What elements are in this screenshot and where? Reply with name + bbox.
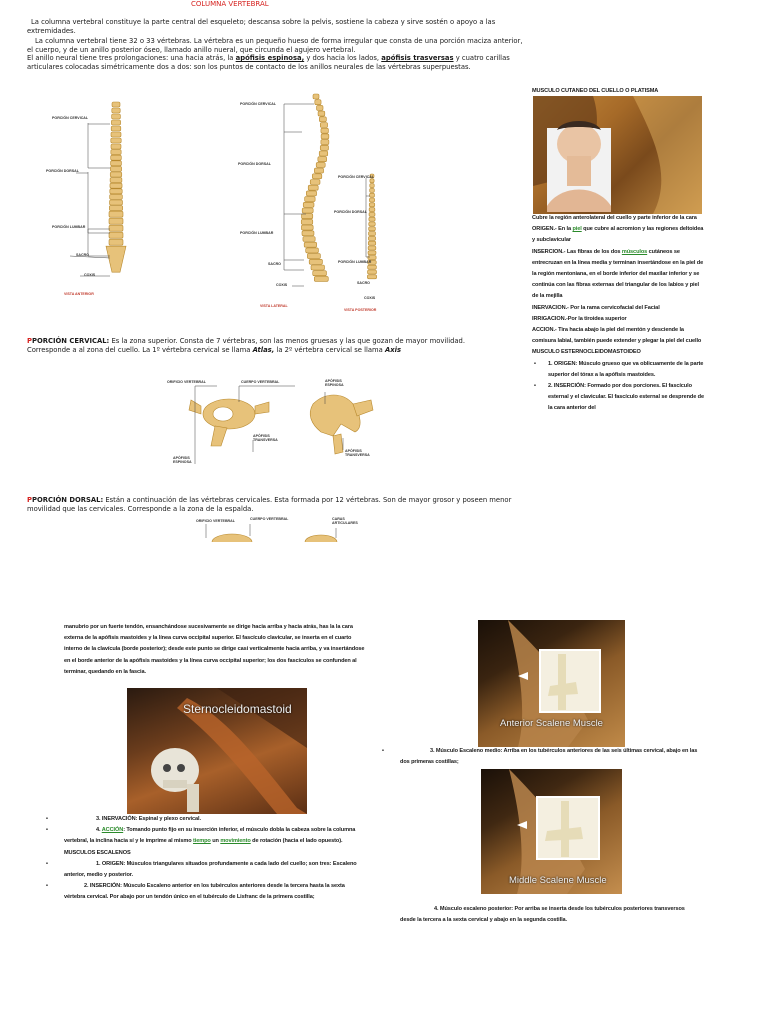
esterno-list [532,359,704,415]
intro-paragraph-2: La columna vertebral tiene 32 o 33 vértebras. La vértebra es un pequeño hueso de forma irregular que consta de una porción maciza anterior, el cuerpo, y de un anillo posterior óseo, llamado anillo nueral, que circunda el agujero vertebral. [27,37,523,54]
vertebra-shape [309,259,322,264]
vertebra-shape [111,144,121,149]
vertebra-shape [109,211,123,217]
vertebra-shape [111,126,121,131]
intro-p3c: y dos hacia los lados, [304,54,382,63]
atlas-term: Atlas, [252,345,275,354]
spine-lateral-figure [232,92,392,314]
vertebra-shape [314,168,323,173]
platisma-insercion [532,247,704,303]
dorsal-label-caras: CARAS ARTICULARES [332,517,358,525]
esterno-item-origen [534,359,704,381]
cervical-vertebra-figure [165,374,385,469]
esterno-item-insercion [534,381,705,415]
vertebra-shape [313,271,327,276]
vertebra-shape [320,145,328,150]
vertebra-shape [303,237,315,242]
vertebra-shape [320,123,327,128]
vertebra-shape [370,193,375,197]
cervical-heading-text: PORCIÓN CERVICAL: [31,337,110,345]
vertebra-shape [368,265,377,269]
accion-link[interactable]: ACCIÓN [101,827,124,834]
vertebra-shape [112,114,121,119]
dorsal-heading: PPORCIÓN DORSAL: [27,496,104,504]
middle-scalene-label: Middle Scalene Muscle [509,875,607,886]
movimiento-link[interactable]: movimiento [220,838,251,845]
vertebra-shape [313,94,319,99]
scm-accion-b: : Tomando punto fijo en su inserción inferior, el músculo dobla la cabeza sobre la columna vertebral, la inclina hacia sí y le imprime al mismo [64,827,356,845]
bullet-icon: • [46,883,48,890]
tiempo-link[interactable]: tiempo [193,838,211,845]
spine1-label-cervical: PORCIÓN CERVICAL [52,116,89,120]
vertebra-shape [318,111,325,116]
cervical-text-1: Es la zona superior. Consta de 7 vértebras, son las menos gruesas y las que gozan de mayor movilidad. Corresponde a al zona del cuello. La 1º vértebra cervical se llama [27,337,466,354]
vertebra-shape [319,117,326,122]
musculos-link[interactable]: músculos [621,248,648,255]
escalenos-list [46,859,366,904]
escalenos-item-insercion [46,881,366,903]
dorsal-label-cuerpo: CUERPO VERTEBRAL [250,517,289,521]
dorsal-text: Están a continuación de las vértebras cervicales. Esta formada por 12 vértebras. Son de mayor grosor y poseen menor movilidad que las cervicales. Corresponde a la zona de la espalda. [27,496,512,513]
escalenos-heading: MUSCULOS ESCALENOS [64,849,131,856]
vertebra-shape [317,105,324,110]
bullet-icon: • [534,360,536,367]
intro-p3e: y cuatro carillas articulares colocadas simétricamente dos a dos: son los puntos de contacto de los anillos neurales de las vértebras superpuestas. [27,54,510,71]
vertebra-shape [109,218,123,224]
spine1-label-sacro: SACRO [76,253,89,257]
vertebra-shape [316,162,325,167]
vertebra-shape [112,108,120,113]
scm-label: Sternocleidomastoid [183,702,292,716]
vertebra-shape [301,219,313,224]
vertebra-shape [305,197,316,202]
vertebra-shape [302,208,313,213]
bullet-icon: • [382,748,384,754]
intro-paragraph-1: La columna vertebral constituye la parte central del esqueleto; descansa sobre la pelvis, sostiene la cabeza y sirve sostén o apoyo a las extremidades. [27,18,496,35]
vertebra-shape [315,100,321,105]
vertebra-shape [319,151,328,156]
esterno-insercion-text: 2. INSERCIÓN: Formado por dos porciones. El fascículo esternal y el clavicular. El fascículo esternal se desprende de la cara anterior del [548,383,705,412]
cervical-text-2: la 2º vértebra cervical se llama [274,345,386,354]
vertebra-label-transversa-right: APÓFISIS TRANSVERSA [345,449,370,457]
spine3-label-dorsal: PORCIÓN DORSAL [334,210,367,214]
spine2-label-sacro: SACRO [268,262,281,266]
sternocleidomastoid-photo [127,688,307,814]
scm-inervacion-text: 3. INERVACIÓN: Espinal y plexo cervical. [96,816,201,822]
vertebra-shape [302,231,314,236]
vertebra-shape [368,256,376,260]
scm-accion-a: 4. [96,827,102,834]
bullet-icon: • [46,860,48,867]
intro-p3a: El anillo neural tiene tres prolongaciones: una hacia atrás, la [27,54,236,63]
vertebra-shape [369,217,375,221]
page-title: COLUMNA VERTEBRAL [191,0,269,8]
dorsal-heading-text: PORCIÓN DORSAL: [31,496,104,504]
vertebra-shape [110,166,121,171]
platisma-cubre: Cubre la región anterolateral del cuello y parte inferior de la cara [532,215,697,221]
vertebra-shape [111,155,122,160]
vertebra-shape [111,161,122,166]
platisma-origen [532,224,704,246]
escalenos-insercion-text: 2. INSERCIÓN: Músculo Escaleno anterior en los tubérculos anteriores desde la tercera hasta la sexta vértebra cervical. Por abajo por un tendón único en el tubérculo de Lisfranc de la primera costilla; [64,883,345,901]
scm-bullets [46,814,366,904]
vertebra-shape [368,236,375,240]
scm-accion-d: de rotación (hacia el lado opuesto). [250,838,343,845]
piel-link[interactable]: piel [572,226,582,233]
vertebra-shape [310,180,320,185]
spine2-caption: VISTA LATERAL [260,304,288,308]
scm-item-accion [46,825,366,847]
vertebra-shape [306,191,316,196]
platisma-origen-b: que cubre al acromion y las regiones deltoidea y subclavicular [532,226,704,244]
platisma-text [532,213,704,415]
escaleno-posterior-text: 4. Músculo escaleno posterior: Por arriba se inserta desde los tubérculos posteriores transversos desde la tercera a la sexta cervical y abajo en la segunda costilla. [400,906,685,924]
platisma-heading: MUSCULO CUTANEO DEL CUELLO O PLATISMA [532,88,659,94]
spine1-label-dorsal: PORCIÓN DORSAL [46,169,79,173]
cervical-heading: PPORCIÓN CERVICAL: [27,337,110,345]
vertebra-shape [112,102,120,107]
vertebra-shape [111,132,121,137]
scm-continuation: manubrio por un fuerte tendón, ensanchándose sucesivamente se dirige hacia arriba y hacia atrás, has la la cara externa de la apófisis mastoides y la línea curva occipital superior. El fascículo clavicular, se inserta en el cuarto interno de la clavícula (borde posterior); desde este punto se dirige casi verticalmente hacia arriba, y va insertándose en el borde anterior de la apófisis mastoides y la línea curva occipital superior; los dos fascículos se confunden al terminar, quedando en la fascia. [64,624,365,675]
vertebra-shape [369,203,375,207]
vertebra-shape [110,189,122,194]
vertebra-shape [312,174,322,179]
vertebra-shape [321,128,329,133]
spine3-label-cervical: PORCIÓN CERVICAL [338,175,375,179]
vertebra-shape [109,239,123,245]
spine3-caption: VISTA POSTERIOR [344,308,377,312]
spine-anterior-figure [40,98,190,303]
vertebra-shape [367,275,376,279]
platisma-insercion-a: INSERCION.- Las fibras de los dos [532,248,622,255]
vertebra-shape [304,242,317,247]
vertebra-shape [321,134,329,139]
vertebra-label-espinosa-right: APÓFISIS ESPINOSA [325,379,344,387]
escaleno-posterior [400,904,700,926]
vertebra-label-orificio: ORIFICIO VERTEBRAL [167,380,206,384]
vertebra-shape [111,150,121,155]
escalenos-item-origen [46,859,366,881]
vertebra-shape [370,179,374,183]
spine2-label-cervical: PORCIÓN CERVICAL [240,102,277,106]
spine2-label-lumbar: PORCIÓN LUMBAR [240,231,274,235]
spine2-label-dorsal: PORCIÓN DORSAL [238,162,271,166]
vertebra-shape [110,200,123,205]
scm-item-inervacion [46,814,366,825]
bullet-icon: • [46,816,48,822]
vertebra-shape [306,248,319,253]
spine1-label-coxis: COXIS [84,273,96,277]
vertebra-shape [368,241,376,245]
esterno-origen-text: 1. ORIGEN: Músculo grueso que va oblicuamente de la parte superior del tórax a la apófisis mastoides. [548,360,704,378]
vertebra-shape [111,138,121,143]
vertebra-shape [311,265,325,270]
platisma-insercion-b: cutáneos se entrecruzan en la línea media y terminan insertándose en la piel de la región mentoniana, en el borde inferior del maxilar inferior y se continúa con las fibras externas del triangular de los labios y piel de la mejilla [532,248,704,300]
platisma-irrigacion: IRRIGACION.-Por la tiroidea superior [532,315,627,322]
vertebra-shape [308,185,318,190]
spine3-label-lumbar: PORCIÓN LUMBAR [338,260,372,264]
vertebra-shape [369,198,374,202]
escalenos-origen-text: 1. ORIGEN: Músculos triangulares situados profundamente a cada lado del cuello; son tres: Escaleno anterior, medio y posterior. [64,860,357,879]
spine1-label-lumbar: PORCIÓN LUMBAR [52,225,86,229]
vertebra-shape [369,232,376,236]
dorsal-vertebra-figure [186,516,366,542]
vertebra-shape [110,194,123,199]
vertebra-shape [369,222,376,226]
vertebra-shape [301,225,313,230]
vertebra-shape [369,212,375,216]
sacrum-shape [106,246,126,272]
cervical-paragraph [27,337,503,354]
escaleno-medio-text: 3. Músculo Escaleno medio: Arriba en los tubérculos anteriores de las seis últimas cervical, abajo en las dos primeras costillas; [400,748,698,766]
spine2-label-coxis: COXIS [276,283,288,287]
scm-accion-c: un [210,838,221,845]
platisma-illustration [533,96,702,214]
vertebra-shape [110,183,122,188]
vertebra-shape [110,178,122,183]
vertebra-shape [109,206,122,211]
middle-scalene-photo [481,769,622,894]
vertebra-shape [368,270,377,274]
platisma-inervacion: INERVACION.- Por la rama cervicofacial del Facial [532,304,660,311]
vertebra-label-cuerpo: CUERPO VERTEBRAL [241,380,280,384]
escaleno-medio [382,746,700,768]
scm-list [46,814,366,848]
platisma-accion: ACCION.- Tira hacia abajo la piel del mentón y desciende la comisura labial, también puede extender y plegar la piel del cuello [532,327,702,345]
vertebra-label-espinosa-left: APÓFISIS ESPINOSA [173,456,192,464]
bullet-icon: • [534,383,536,390]
vertebra-shape [314,276,328,281]
vertebra-shape [109,225,123,231]
anterior-scalene-label: Anterior Scalene Muscle [500,718,603,729]
axis-term: Axis [385,345,402,354]
intro-text [27,18,527,72]
platisma-photo [533,96,702,214]
anterior-scalene-photo [478,620,625,747]
vertebra-shape [321,140,329,145]
vertebra-shape [302,214,313,219]
dorsal-label-orificio: ORIFICIO VERTEBRAL [196,519,235,523]
dorsal-paragraph [27,496,525,513]
vertebra-label-transversa-left: APÓFISIS TRANSVERSA [253,434,278,442]
apofisis-trasversas-term: apófisis trasversas [381,54,454,63]
vertebra-shape [370,184,375,188]
vertebra-shape [318,157,327,162]
vertebra-shape [110,172,122,177]
vertebra-shape [368,251,376,255]
intro-paragraph-3 [27,54,527,71]
spine-anterior-drawing [40,98,190,303]
spine3-label-coxis: COXIS [364,296,376,300]
vertebra-shape [303,202,314,207]
vertebra-shape [369,227,376,231]
vertebra-shape [111,120,120,125]
bullet-icon: • [46,827,48,834]
esternocleidomastoideo-heading: MUSCULO ESTERNOCLEIDOMASTOIDEO [532,349,641,356]
spine3-label-sacro: SACRO [357,281,370,285]
vertebra-shape [307,254,320,259]
spine1-caption: VISTA ANTERIOR [64,292,94,296]
platisma-origen-a: ORIGEN.- En la [532,226,573,233]
vertebra-shape [368,246,376,250]
vertebra-shape [369,208,375,212]
apofisis-espinosa-term: apófisis espinosa, [235,54,305,63]
vertebra-shape [370,188,375,192]
vertebra-shape [109,232,123,238]
